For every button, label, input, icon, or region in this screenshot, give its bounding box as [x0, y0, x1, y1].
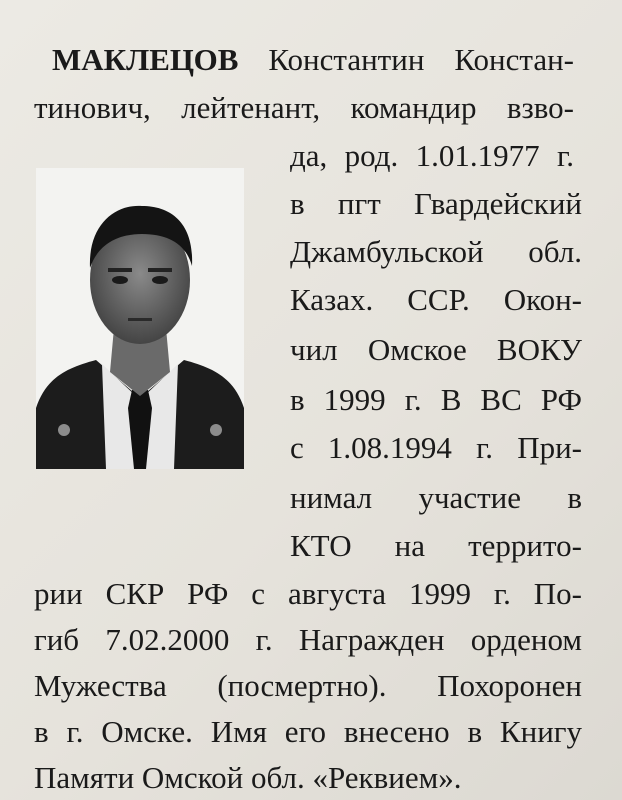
text-line-9: с 1.08.1994 г. При- [290, 430, 582, 465]
text-line-12: рии СКР РФ с августа 1999 г. По- [34, 576, 582, 611]
portrait-photo [36, 168, 244, 469]
portrait-illustration [36, 168, 244, 469]
text-line-5: Джамбульской обл. [290, 234, 582, 269]
given-name: Константин Констан- [268, 42, 574, 77]
text-line-16: Памяти Омской обл. «Реквием». [34, 760, 462, 795]
text-line-13: гиб 7.02.2000 г. Награжден орденом [34, 622, 582, 657]
text-line-10: нимал участие в [290, 480, 582, 515]
text-line-14: Мужества (посмертно). Похоронен [34, 668, 582, 703]
text-line-2: тинович, лейтенант, командир взво- [34, 90, 574, 125]
text-line-15: в г. Омске. Имя его внесено в Книгу [34, 714, 582, 749]
text-line-4: в пгт Гвардейский [290, 186, 582, 221]
surname: МАКЛЕЦОВ [52, 42, 239, 77]
text-line-6: Казах. ССР. Окон- [290, 282, 582, 317]
text-line-11: КТО на террито- [290, 528, 582, 563]
text-line-3: да, род. 1.01.1977 г. [290, 138, 574, 173]
text-line-1 [52, 40, 574, 80]
text-line-7: чил Омское ВОКУ [290, 332, 582, 367]
text-line-8: в 1999 г. В ВС РФ [290, 382, 582, 417]
